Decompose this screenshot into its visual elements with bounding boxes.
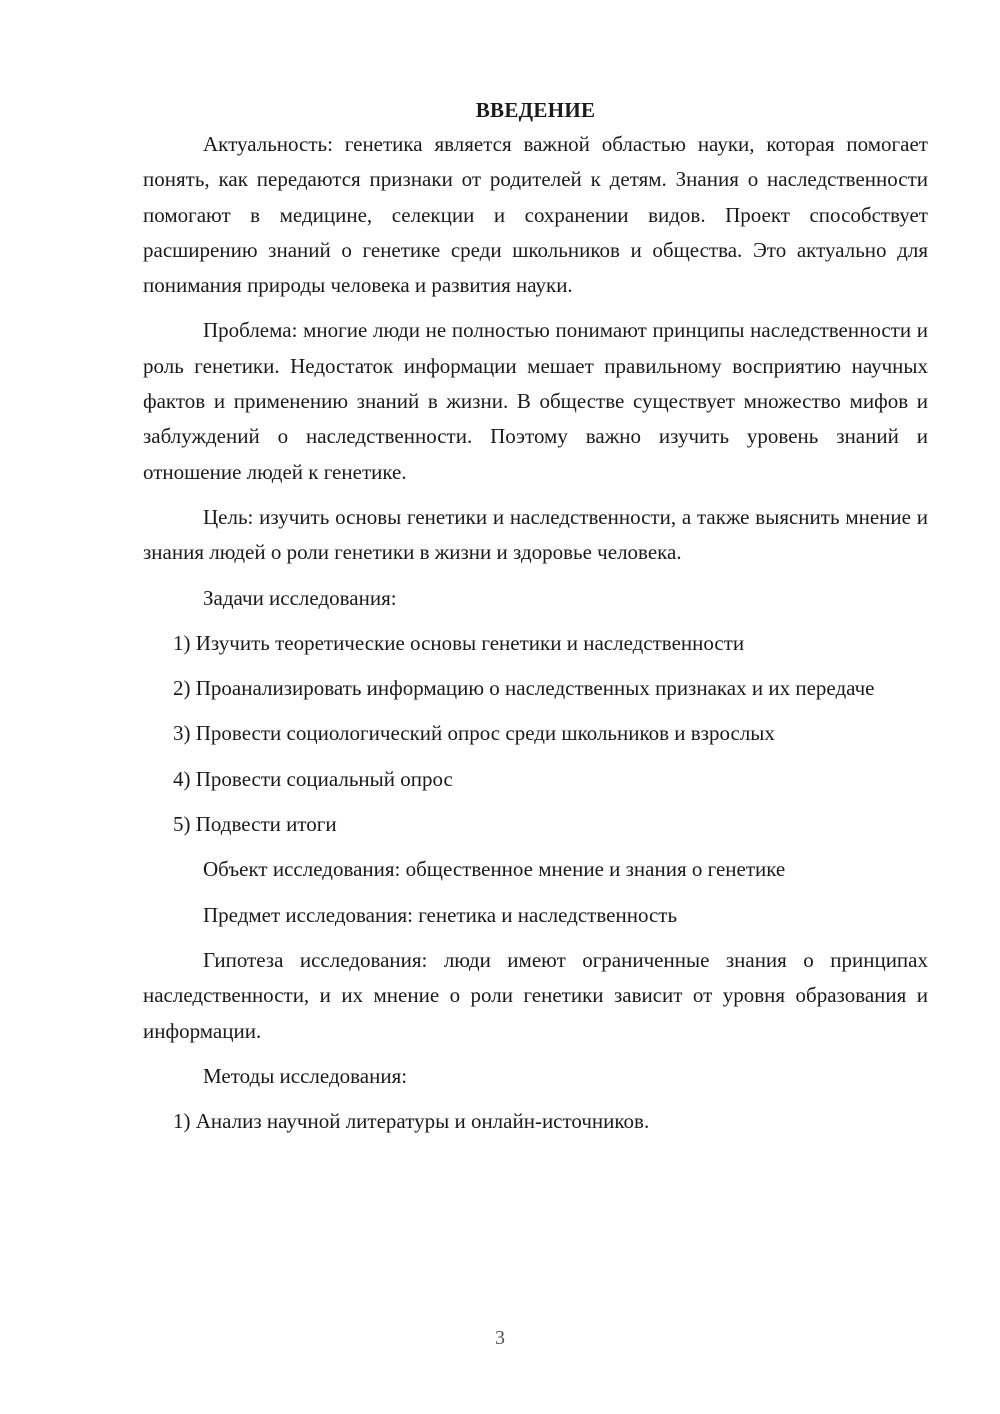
- problem-paragraph: Проблема: многие люди не полностью понимают принципы наследственности и роль генетики. Недостаток информации мешает правильному восприятию научных фактов и применению знаний в жизни. В обществе существует множество мифов и заблуждений о наследственности. Поэтому важно изучить уровень знаний и отношение людей к генетике.: [143, 318, 928, 484]
- methods-heading: Методы исследования:: [203, 1063, 408, 1088]
- task-item-4: 4) Провести социальный опрос: [173, 766, 453, 791]
- page-number: 3: [495, 1327, 505, 1349]
- section-title: ВВЕДЕНИЕ: [475, 98, 596, 122]
- object-paragraph: Объект исследования: общественное мнение и знания о генетике: [203, 857, 786, 882]
- goal-paragraph: Цель: изучить основы генетики и наследственности, а также выяснить мнение и знания людей о роли генетики в жизни и здоровье человека.: [143, 504, 928, 565]
- task-item-1: 1) Изучить теоретические основы генетики и наследственности: [173, 630, 745, 655]
- tasks-heading: Задачи исследования:: [203, 585, 397, 610]
- task-item-2: 2) Проанализировать информацию о наследственных признаках и их передаче: [173, 676, 875, 701]
- hypothesis-paragraph: Гипотеза исследования: люди имеют ограниченные знания о принципах наследственности, и их мнение о роли генетики зависит от уровня образования и информации.: [143, 947, 928, 1043]
- method-item-1: 1) Анализ научной литературы и онлайн-источников.: [173, 1109, 650, 1134]
- document-page: [143, 95, 928, 1149]
- task-item-3: 3) Провести социологический опрос среди школьников и взрослых: [173, 721, 775, 746]
- task-item-5: 5) Подвести итоги: [173, 812, 337, 837]
- relevance-paragraph: Актуальность: генетика является важной областью науки, которая помогает понять, как передаются признаки от родителей к детям. Знания о наследственности помогают в медицине, селекции и сохранении видов. Проект способствует расширению знаний о генетике среди школьников и общества. Это актуально для понимания природы человека и развития науки.: [143, 132, 928, 298]
- subject-paragraph: Предмет исследования: генетика и наследственность: [203, 902, 678, 927]
